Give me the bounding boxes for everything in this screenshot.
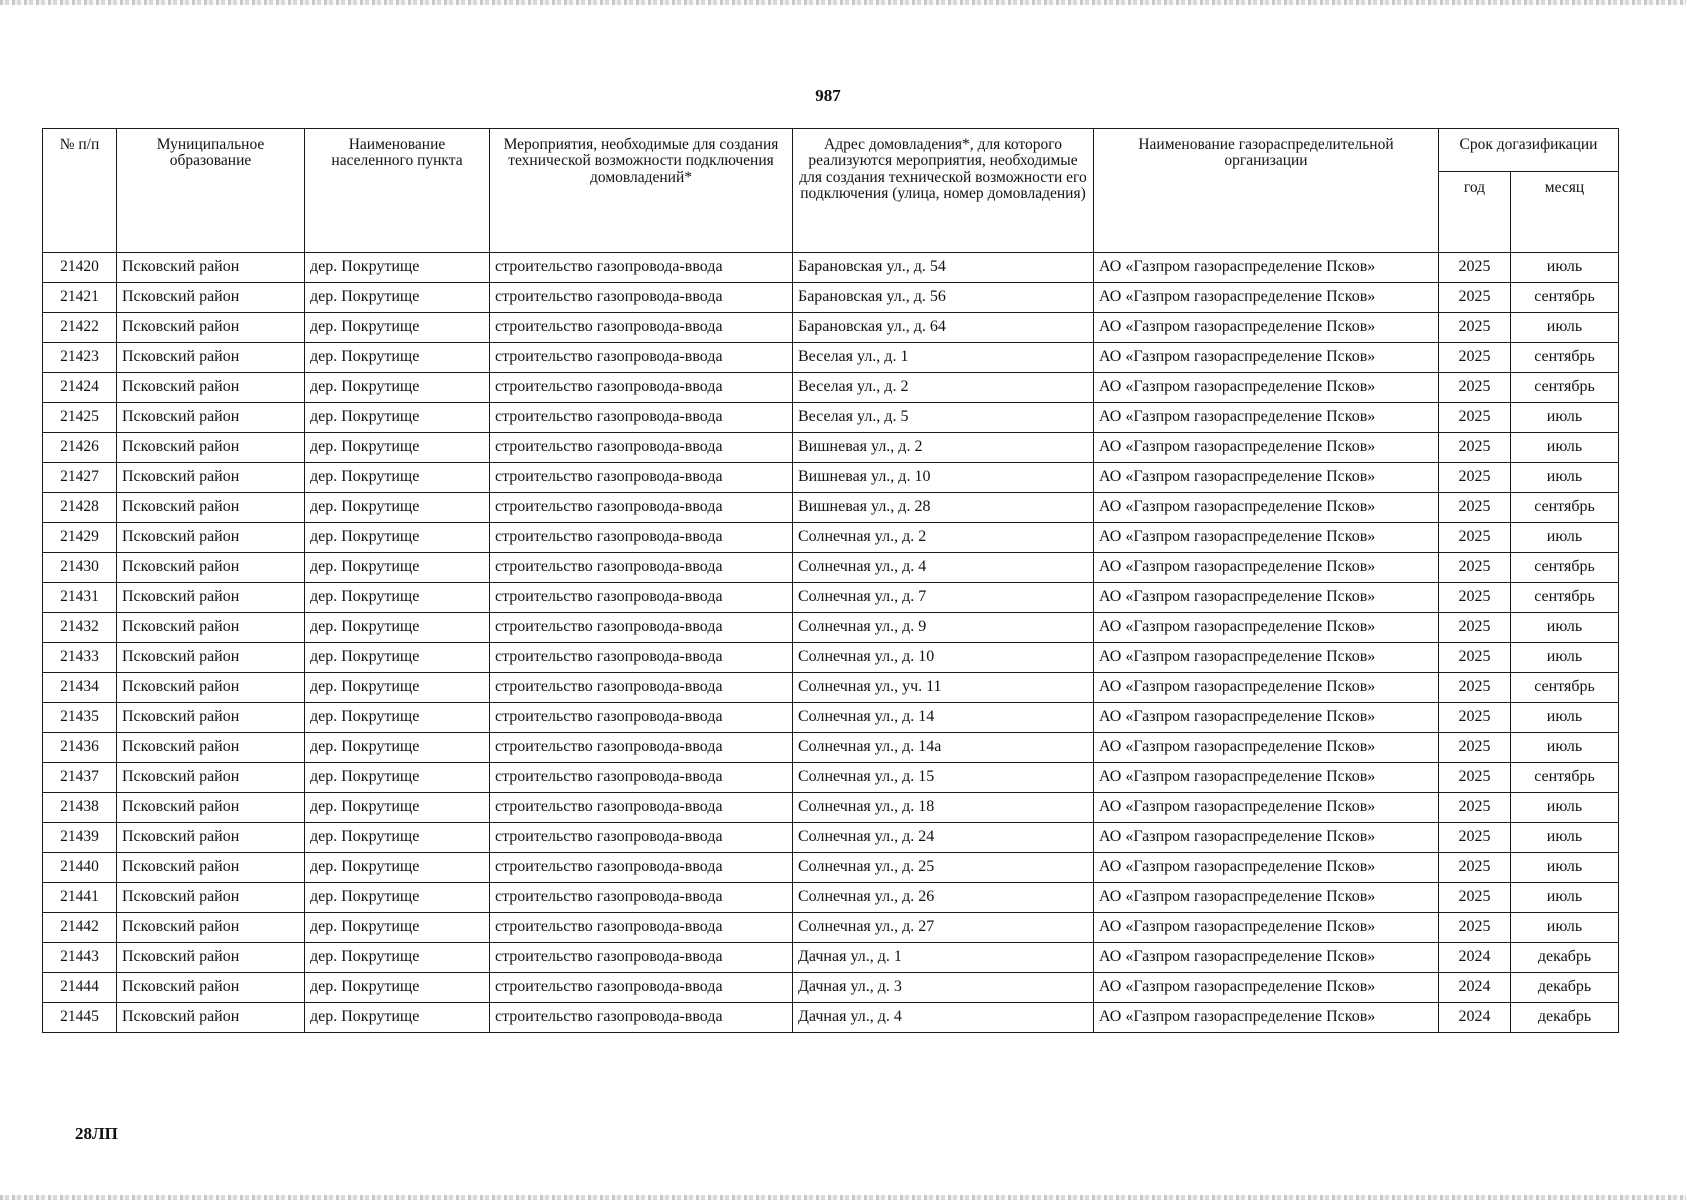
cell-measure: строительство газопровода-ввода: [490, 283, 793, 313]
cell-num: 21433: [43, 643, 117, 673]
cell-address: Барановская ул., д. 56: [793, 283, 1094, 313]
cell-address: Солнечная ул., д. 4: [793, 553, 1094, 583]
cell-settlement: дер. Покрутище: [305, 283, 490, 313]
cell-municipality: Псковский район: [117, 823, 305, 853]
cell-month: сентябрь: [1511, 283, 1619, 313]
footer-code: 28ЛП: [75, 1124, 118, 1143]
cell-num: 21439: [43, 823, 117, 853]
cell-num: 21426: [43, 433, 117, 463]
cell-year: 2025: [1439, 583, 1511, 613]
cell-measure: строительство газопровода-ввода: [490, 823, 793, 853]
cell-num: 21437: [43, 763, 117, 793]
cell-organization: АО «Газпром газораспределение Псков»: [1094, 913, 1439, 943]
table-row: [43, 493, 1619, 523]
cell-year: 2025: [1439, 493, 1511, 523]
cell-address: Вишневая ул., д. 28: [793, 493, 1094, 523]
cell-year: 2025: [1439, 373, 1511, 403]
cell-organization: АО «Газпром газораспределение Псков»: [1094, 853, 1439, 883]
cell-settlement: дер. Покрутище: [305, 343, 490, 373]
cell-address: Веселая ул., д. 2: [793, 373, 1094, 403]
cell-settlement: дер. Покрутище: [305, 433, 490, 463]
cell-settlement: дер. Покрутище: [305, 613, 490, 643]
cell-organization: АО «Газпром газораспределение Псков»: [1094, 433, 1439, 463]
cell-municipality: Псковский район: [117, 973, 305, 1003]
cell-num: 21428: [43, 493, 117, 523]
cell-num: 21421: [43, 283, 117, 313]
cell-municipality: Псковский район: [117, 703, 305, 733]
cell-month: сентябрь: [1511, 343, 1619, 373]
cell-municipality: Псковский район: [117, 883, 305, 913]
cell-num: 21425: [43, 403, 117, 433]
table-row: [43, 343, 1619, 373]
cell-municipality: Псковский район: [117, 253, 305, 283]
cell-address: Солнечная ул., д. 2: [793, 523, 1094, 553]
cell-month: декабрь: [1511, 943, 1619, 973]
cell-month: июль: [1511, 853, 1619, 883]
cell-measure: строительство газопровода-ввода: [490, 403, 793, 433]
cell-settlement: дер. Покрутище: [305, 463, 490, 493]
cell-organization: АО «Газпром газораспределение Псков»: [1094, 883, 1439, 913]
cell-measure: строительство газопровода-ввода: [490, 523, 793, 553]
table-row: [43, 913, 1619, 943]
cell-municipality: Псковский район: [117, 373, 305, 403]
cell-settlement: дер. Покрутище: [305, 673, 490, 703]
cell-measure: строительство газопровода-ввода: [490, 343, 793, 373]
cell-num: 21442: [43, 913, 117, 943]
cell-measure: строительство газопровода-ввода: [490, 793, 793, 823]
cell-year: 2024: [1439, 1003, 1511, 1033]
cell-settlement: дер. Покрутище: [305, 853, 490, 883]
cell-month: сентябрь: [1511, 373, 1619, 403]
cell-organization: АО «Газпром газораспределение Псков»: [1094, 973, 1439, 1003]
table-row: [43, 613, 1619, 643]
header-year: год: [1439, 172, 1511, 253]
cell-municipality: Псковский район: [117, 553, 305, 583]
cell-month: июль: [1511, 313, 1619, 343]
cell-settlement: дер. Покрутище: [305, 763, 490, 793]
cell-year: 2025: [1439, 463, 1511, 493]
cell-municipality: Псковский район: [117, 493, 305, 523]
cell-year: 2025: [1439, 313, 1511, 343]
cell-year: 2025: [1439, 403, 1511, 433]
cell-municipality: Псковский район: [117, 283, 305, 313]
cell-municipality: Псковский район: [117, 613, 305, 643]
table-row: [43, 403, 1619, 433]
cell-organization: АО «Газпром газораспределение Псков»: [1094, 1003, 1439, 1033]
cell-organization: АО «Газпром газораспределение Псков»: [1094, 343, 1439, 373]
cell-month: июль: [1511, 823, 1619, 853]
cell-address: Веселая ул., д. 5: [793, 403, 1094, 433]
header-organization: Наименование газораспределительной организации: [1094, 129, 1439, 253]
cell-year: 2025: [1439, 883, 1511, 913]
header-month: месяц: [1511, 172, 1619, 253]
header-settlement: Наименование населенного пункта: [305, 129, 490, 253]
cell-municipality: Псковский район: [117, 913, 305, 943]
cell-year: 2025: [1439, 673, 1511, 703]
cell-organization: АО «Газпром газораспределение Псков»: [1094, 583, 1439, 613]
cell-year: 2025: [1439, 253, 1511, 283]
cell-measure: строительство газопровода-ввода: [490, 643, 793, 673]
page-number: 987: [815, 86, 841, 105]
table-row: [43, 703, 1619, 733]
cell-address: Веселая ул., д. 1: [793, 343, 1094, 373]
cell-num: 21434: [43, 673, 117, 703]
cell-municipality: Псковский район: [117, 793, 305, 823]
cell-num: 21431: [43, 583, 117, 613]
cell-settlement: дер. Покрутище: [305, 373, 490, 403]
cell-month: июль: [1511, 253, 1619, 283]
cell-month: декабрь: [1511, 1003, 1619, 1033]
cell-organization: АО «Газпром газораспределение Псков»: [1094, 463, 1439, 493]
cell-measure: строительство газопровода-ввода: [490, 943, 793, 973]
table-header-row: [43, 129, 1619, 172]
cell-organization: АО «Газпром газораспределение Псков»: [1094, 763, 1439, 793]
cell-settlement: дер. Покрутище: [305, 493, 490, 523]
cell-num: 21445: [43, 1003, 117, 1033]
cell-municipality: Псковский район: [117, 763, 305, 793]
table-row: [43, 1003, 1619, 1033]
cell-municipality: Псковский район: [117, 673, 305, 703]
cell-address: Дачная ул., д. 3: [793, 973, 1094, 1003]
cell-municipality: Псковский район: [117, 313, 305, 343]
cell-num: 21424: [43, 373, 117, 403]
cell-address: Солнечная ул., д. 25: [793, 853, 1094, 883]
table-row: [43, 463, 1619, 493]
cell-year: 2025: [1439, 643, 1511, 673]
cell-municipality: Псковский район: [117, 523, 305, 553]
cell-organization: АО «Газпром газораспределение Псков»: [1094, 823, 1439, 853]
cell-month: сентябрь: [1511, 493, 1619, 523]
cell-measure: строительство газопровода-ввода: [490, 703, 793, 733]
cell-municipality: Псковский район: [117, 583, 305, 613]
cell-measure: строительство газопровода-ввода: [490, 853, 793, 883]
table-row: [43, 673, 1619, 703]
cell-settlement: дер. Покрутище: [305, 733, 490, 763]
cell-year: 2024: [1439, 973, 1511, 1003]
cell-year: 2025: [1439, 703, 1511, 733]
cell-settlement: дер. Покрутище: [305, 643, 490, 673]
cell-municipality: Псковский район: [117, 943, 305, 973]
cell-year: 2024: [1439, 943, 1511, 973]
cell-organization: АО «Газпром газораспределение Псков»: [1094, 793, 1439, 823]
cell-organization: АО «Газпром газораспределение Псков»: [1094, 493, 1439, 523]
cell-month: декабрь: [1511, 973, 1619, 1003]
cell-measure: строительство газопровода-ввода: [490, 973, 793, 1003]
cell-year: 2025: [1439, 553, 1511, 583]
cell-settlement: дер. Покрутище: [305, 793, 490, 823]
cell-municipality: Псковский район: [117, 343, 305, 373]
cell-month: июль: [1511, 433, 1619, 463]
cell-year: 2025: [1439, 793, 1511, 823]
cell-month: июль: [1511, 913, 1619, 943]
cell-settlement: дер. Покрутище: [305, 403, 490, 433]
table-row: [43, 253, 1619, 283]
cell-municipality: Псковский район: [117, 463, 305, 493]
cell-address: Солнечная ул., д. 10: [793, 643, 1094, 673]
table-row: [43, 973, 1619, 1003]
cell-month: июль: [1511, 463, 1619, 493]
cell-settlement: дер. Покрутище: [305, 313, 490, 343]
cell-settlement: дер. Покрутище: [305, 883, 490, 913]
cell-month: сентябрь: [1511, 553, 1619, 583]
cell-organization: АО «Газпром газораспределение Псков»: [1094, 733, 1439, 763]
cell-year: 2025: [1439, 433, 1511, 463]
cell-organization: АО «Газпром газораспределение Псков»: [1094, 943, 1439, 973]
cell-municipality: Псковский район: [117, 403, 305, 433]
cell-month: июль: [1511, 643, 1619, 673]
cell-measure: строительство газопровода-ввода: [490, 883, 793, 913]
gasification-table: [42, 128, 1619, 1033]
cell-measure: строительство газопровода-ввода: [490, 583, 793, 613]
cell-month: июль: [1511, 613, 1619, 643]
header-measures: Мероприятия, необходимые для создания технической возможности подключения домовладений*: [490, 129, 793, 253]
cell-measure: строительство газопровода-ввода: [490, 913, 793, 943]
cell-year: 2025: [1439, 853, 1511, 883]
header-num: № п/п: [43, 129, 117, 253]
cell-settlement: дер. Покрутище: [305, 523, 490, 553]
cell-month: июль: [1511, 733, 1619, 763]
cell-address: Солнечная ул., д. 15: [793, 763, 1094, 793]
cell-year: 2025: [1439, 733, 1511, 763]
cell-organization: АО «Газпром газораспределение Псков»: [1094, 373, 1439, 403]
cell-year: 2025: [1439, 613, 1511, 643]
cell-month: июль: [1511, 793, 1619, 823]
cell-month: июль: [1511, 403, 1619, 433]
table-row: [43, 853, 1619, 883]
cell-municipality: Псковский район: [117, 433, 305, 463]
table-row: [43, 583, 1619, 613]
cell-num: 21430: [43, 553, 117, 583]
cell-measure: строительство газопровода-ввода: [490, 253, 793, 283]
cell-num: 21438: [43, 793, 117, 823]
table-row: [43, 733, 1619, 763]
cell-settlement: дер. Покрутище: [305, 823, 490, 853]
table-row: [43, 283, 1619, 313]
cell-organization: АО «Газпром газораспределение Псков»: [1094, 523, 1439, 553]
cell-year: 2025: [1439, 523, 1511, 553]
cell-settlement: дер. Покрутище: [305, 253, 490, 283]
table-row: [43, 373, 1619, 403]
cell-num: 21441: [43, 883, 117, 913]
cell-address: Вишневая ул., д. 2: [793, 433, 1094, 463]
cell-municipality: Псковский район: [117, 853, 305, 883]
cell-measure: строительство газопровода-ввода: [490, 1003, 793, 1033]
header-municipality: Муниципальное образование: [117, 129, 305, 253]
cell-address: Солнечная ул., д. 14а: [793, 733, 1094, 763]
cell-municipality: Псковский район: [117, 733, 305, 763]
cell-organization: АО «Газпром газораспределение Псков»: [1094, 553, 1439, 583]
cell-measure: строительство газопровода-ввода: [490, 553, 793, 583]
cell-num: 21440: [43, 853, 117, 883]
cell-num: 21444: [43, 973, 117, 1003]
cell-organization: АО «Газпром газораспределение Псков»: [1094, 703, 1439, 733]
cell-year: 2025: [1439, 823, 1511, 853]
table-row: [43, 313, 1619, 343]
cell-year: 2025: [1439, 283, 1511, 313]
cell-address: Солнечная ул., уч. 11: [793, 673, 1094, 703]
cell-month: сентябрь: [1511, 673, 1619, 703]
cell-num: 21420: [43, 253, 117, 283]
cell-num: 21436: [43, 733, 117, 763]
cell-municipality: Псковский район: [117, 1003, 305, 1033]
table-row: [43, 883, 1619, 913]
cell-organization: АО «Газпром газораспределение Псков»: [1094, 643, 1439, 673]
cell-address: Барановская ул., д. 64: [793, 313, 1094, 343]
cell-settlement: дер. Покрутище: [305, 1003, 490, 1033]
cell-month: сентябрь: [1511, 583, 1619, 613]
cell-address: Солнечная ул., д. 27: [793, 913, 1094, 943]
table-row: [43, 793, 1619, 823]
table-row: [43, 643, 1619, 673]
cell-num: 21422: [43, 313, 117, 343]
header-address: Адрес домовладения*, для которого реализуются мероприятия, необходимые для создания технической возможности его подключения (улица, номер домовладения): [793, 129, 1094, 253]
cell-organization: АО «Газпром газораспределение Псков»: [1094, 613, 1439, 643]
cell-num: 21423: [43, 343, 117, 373]
cell-organization: АО «Газпром газораспределение Псков»: [1094, 253, 1439, 283]
cell-measure: строительство газопровода-ввода: [490, 313, 793, 343]
cell-settlement: дер. Покрутище: [305, 553, 490, 583]
cell-organization: АО «Газпром газораспределение Псков»: [1094, 313, 1439, 343]
cell-address: Солнечная ул., д. 26: [793, 883, 1094, 913]
cell-address: Солнечная ул., д. 7: [793, 583, 1094, 613]
cell-num: 21432: [43, 613, 117, 643]
cell-measure: строительство газопровода-ввода: [490, 673, 793, 703]
cell-year: 2025: [1439, 343, 1511, 373]
header-term: Срок догазификации: [1439, 129, 1619, 172]
cell-settlement: дер. Покрутище: [305, 973, 490, 1003]
cell-num: 21427: [43, 463, 117, 493]
cell-measure: строительство газопровода-ввода: [490, 613, 793, 643]
table-row: [43, 433, 1619, 463]
table-row: [43, 553, 1619, 583]
cell-month: июль: [1511, 883, 1619, 913]
scan-edge-top: [0, 0, 1686, 5]
cell-organization: АО «Газпром газораспределение Псков»: [1094, 403, 1439, 433]
cell-num: 21435: [43, 703, 117, 733]
cell-measure: строительство газопровода-ввода: [490, 463, 793, 493]
cell-address: Солнечная ул., д. 24: [793, 823, 1094, 853]
cell-organization: АО «Газпром газораспределение Псков»: [1094, 283, 1439, 313]
cell-measure: строительство газопровода-ввода: [490, 433, 793, 463]
cell-measure: строительство газопровода-ввода: [490, 763, 793, 793]
cell-municipality: Псковский район: [117, 643, 305, 673]
cell-num: 21443: [43, 943, 117, 973]
cell-month: июль: [1511, 703, 1619, 733]
table-row: [43, 763, 1619, 793]
table-row: [43, 943, 1619, 973]
cell-year: 2025: [1439, 913, 1511, 943]
cell-address: Дачная ул., д. 4: [793, 1003, 1094, 1033]
cell-month: сентябрь: [1511, 763, 1619, 793]
cell-settlement: дер. Покрутище: [305, 913, 490, 943]
cell-address: Солнечная ул., д. 14: [793, 703, 1094, 733]
cell-address: Вишневая ул., д. 10: [793, 463, 1094, 493]
cell-address: Солнечная ул., д. 18: [793, 793, 1094, 823]
cell-year: 2025: [1439, 763, 1511, 793]
cell-address: Дачная ул., д. 1: [793, 943, 1094, 973]
cell-address: Солнечная ул., д. 9: [793, 613, 1094, 643]
table-row: [43, 523, 1619, 553]
cell-address: Барановская ул., д. 54: [793, 253, 1094, 283]
scan-edge-bottom: [0, 1195, 1686, 1200]
cell-measure: строительство газопровода-ввода: [490, 733, 793, 763]
table-body: [43, 253, 1619, 1033]
cell-organization: АО «Газпром газораспределение Псков»: [1094, 673, 1439, 703]
cell-month: июль: [1511, 523, 1619, 553]
cell-measure: строительство газопровода-ввода: [490, 373, 793, 403]
cell-measure: строительство газопровода-ввода: [490, 493, 793, 523]
cell-settlement: дер. Покрутище: [305, 943, 490, 973]
cell-settlement: дер. Покрутище: [305, 703, 490, 733]
table-row: [43, 823, 1619, 853]
cell-num: 21429: [43, 523, 117, 553]
cell-settlement: дер. Покрутище: [305, 583, 490, 613]
